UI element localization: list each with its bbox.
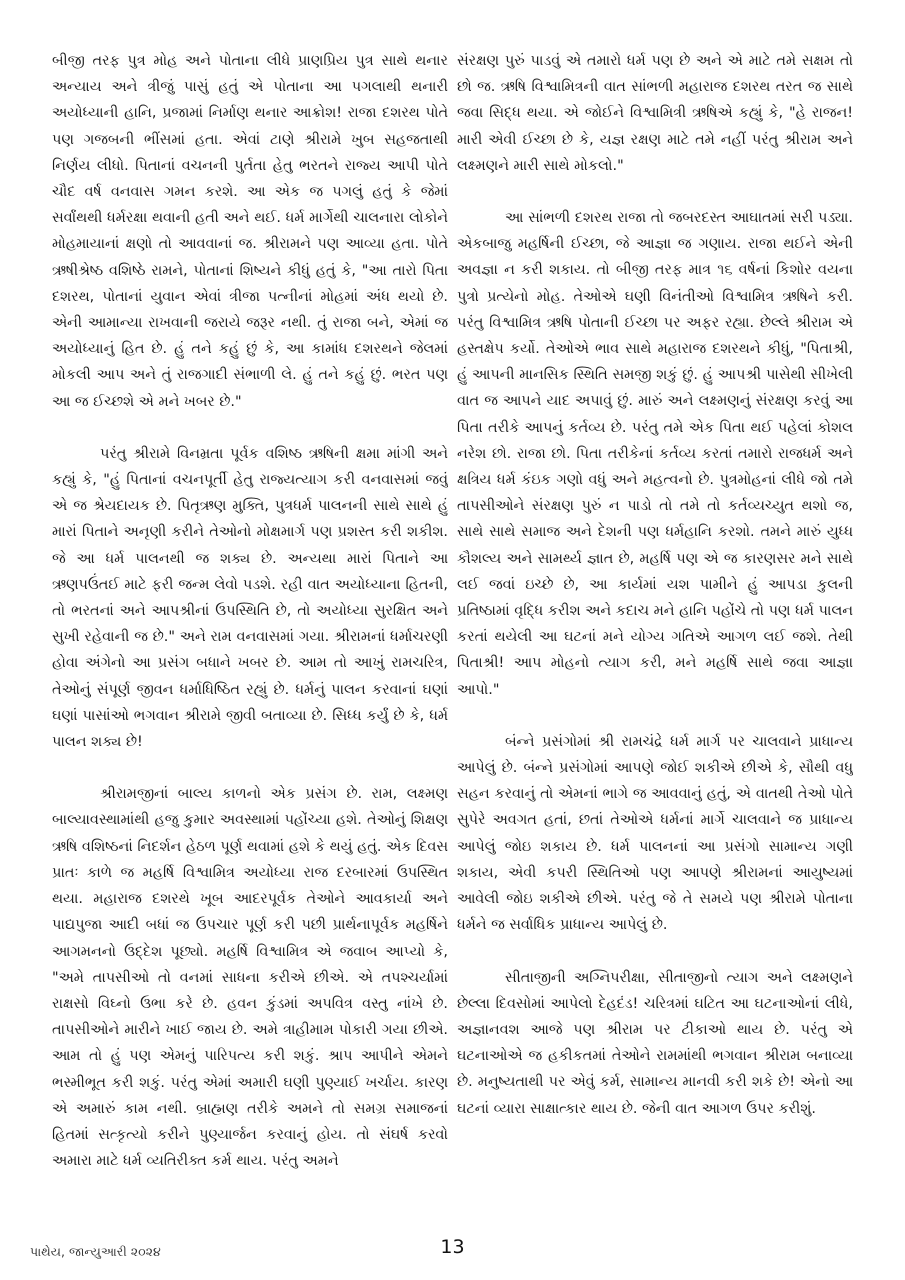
paragraph: સીતાજીની અગ્નિપરીક્ષા, સીતાજીનો ત્યાગ અને લક્ષ્મણને છેલ્લા દિવસોમાં આપેલો દેહદંડ! ચરિત્રમાં ઘટિત આ ઘટનાઓનાં લીધે, અજ્ઞાનવશ આજે પણ શ્રીરામ પર ટીકાઓ થાય છે. પરંતુ એ ઘટનાઓએ જ હકીકતમાં તેઓને રામમાંથી ભગવાન શ્રીરામ બનાવ્યા છે. મનુષ્યતાથી પર એવું કર્મ, સામાન્ય માનવી કરી શકે છે! એનો આ ઘટનાં વ્યારા સાક્ષાત્કાર થાય છે. જેની વાત આગળ ઉપર કરીશું.: [457, 969, 853, 1117]
page-number: 13: [440, 1236, 465, 1258]
paragraph: બંન્ને પ્રસંગોમાં શ્રી રામચંદ્રે ધર્મ માર્ગ પર ચાલવાને પ્રાધાન્ય આપેલું છે. બંન્ને પ્રસંગોમાં આપણે જોઈ શકીએ છીએ કે, સૌથી વધુ સહન કરવાનું તો એમનાં ભાગે જ આવવાનું હતું, એ વાતથી તેઓ પોતે સુપેરે અવગત હતાં, છતાં તેઓએ ધર્મનાં માર્ગે ચાલવાને જ પ્રાધાન્ય આપેલું જોઇ શકાય છે. ધર્મ પાલનનાં આ પ્રસંગો સામાન્ય ગણી શકાય, એવી કપરી સ્થિતિઓ પણ આપણે શ્રીરામનાં આયુષ્યમાં આવેલી જોઇ શકીએ છીએ. પરંતુ જે તે સમયે પણ શ્રીરામે પોતાના ધર્મને જ સર્વાધિક પ્રાધાન્ય આપેલું છે.: [457, 733, 853, 934]
paragraph: આ સાંભળી દશરથ રાજા તો જબરદસ્ત આઘાતમાં સરી પડ્યા. એકબાજુ મહર્ષિની ઈચ્છા, જે આજ્ઞા જ ગણાય. રાજા થઈને એની અવજ્ઞા ન કરી શકાય. તો બીજી તરફ માત્ર ૧૬ વર્ષનાં કિશોર વયના પુત્રો પ્રત્યેનો મોહ. તેઓએ ઘણી વિનંતીઓ વિશ્વામિત્ર ઋષિને કરી. પરંતુ વિશ્વામિત્ર ઋષિ પોતાની ઈચ્છા પર અફર રહ્યા. છેલ્લે શ્રીરામ એ હસ્તક્ષેપ કર્યો. તેઓએ ભાવ સાથે મહારાજ દશરથને કીધું, "પિતાશ્રી, હું આપની માનસિક સ્થિતિ સમજી શકું છું. હું આપશ્રી પાસેથી સીખેલી વાત જ આપને યાદ અપાવું છું. મારું અને લક્ષ્મણનું સંરક્ષણ કરવું આ પિતા તરીકે આપનું કર્તવ્ય છે. પરંતુ તમે એક પિતા થઈ પહેલાં કોશલ નરેશ છો. રાજા છો. પિતા તરીકેનાં કર્તવ્ય કરતાં તમારો રાજધર્મ અને ક્ષત્રિય ધર્મ કંઇક ગણો વધું અને મહત્વનો છે. પુત્રમોહનાં લીધે જો તમે તાપસીઓને સંરક્ષણ પુરું ન પાડો તો તમે તો કર્તવ્યચ્યુત થશો જ, સાથે સાથે સમાજ અને દેશની પણ ધર્મહાનિ કરશો. તમને મારું યુધ્ધ કૌશલ્ય અને સામર્થ્ય જ્ઞાત છે, મહર્ષિ પણ એ જ કારણસર મને સાથે લઈ જવાં ઇચ્છે છે, આ કાર્યમાં યશ પામીને હું આપડા કુલની પ્રતિષ્ઠામાં વૃદ્ધિ કરીશ અને કદાચ મને હાનિ પહોંચે તો પણ ધર્મ પાલન કરતાં થયેલી આ ઘટનાં મને યોગ્ય ગતિએ આગળ લઈ જશે. તેથી પિતાશ્રી! આપ મોહનો ત્યાગ કરી, મને મહર્ષિ સાથે જવા આજ્ઞા આપો.": [457, 210, 853, 698]
paragraph: બીજી તરફ પુત્ર મોહ અને પોતાના લીધે પ્રાણપ્રિય પુત્ર સાથે થનાર અન્યાય અને ત્રીજું પાસું હતું એ પોતાના આ પગલાથી થનારી અયોધ્યાની હાનિ, પ્રજામાં નિર્માણ થનાર આક્રોશ! રાજા દશરથ પોતે પણ ગજબની ભીંસમાં હતા. એવાં ટાણે શ્રીરામે ખુબ સહજતાથી નિર્ણય લીધો. પિતાનાં વચનની પુર્તતા હેતુ ભરતને રાજ્ય આપી પોતે ચૌદ વર્ષ વનવાસ ગમન કરશે. આ એક જ પગલું હતું કે જેમાં સર્વાંથથી ધર્મરક્ષા થવાની હતી અને થઈ. ધર્મ માર્ગેથી ચાલનારા લોકોને મોહમાયાનાં ક્ષણો તો આવવાનાં જ. શ્રીરામને પણ આવ્યા હતા. પોતે ઋષીશ્રેષ્ઠ વશિષ્ઠે રામને, પોતાનાં શિષ્યને કીધું હતું કે, "આ તારો પિતા દશરથ, પોતાનાં યુવાન એવાં ત્રીજા પત્નીનાં મોહમાં અંધ થયો છે. એની આમાન્યા રાખવાની જરાયે જરૂર નથી. તું રાજા બને, એમાં જ અયોધ્યાનું હિત છે. હું તને કહું છું કે, આ કામાંધ દશરથને જેલમાં મોકલી આપ અને તું રાજગાદી સંભાળી લે. હું તને કહું છું. ભરત પણ આ જ ઈચ્છશે એ મને ખબર છે.": [52, 53, 448, 410]
publication-name: પાથેય, જાન્યુઆરી ૨૦૨૪: [30, 1244, 161, 1259]
left-column: [52, 48, 448, 1228]
paragraph: સંરક્ષણ પુરું પાડવું એ તમારો ધર્મ પણ છે અને એ માટે તમે સક્ષમ તો છો જ. ઋષિ વિશ્વામિત્રની વાત સાંભળી મહારાજ દશરથ તરત જ સાથે જવા સિદ્ધ થયા. એ જોઈને વિશ્વામિત્રી ઋષિએ કહ્યું કે, "હે રાજન! મારી એવી ઈચ્છા છે કે, યજ્ઞ રક્ષણ માટે તમે નહીં પરંતુ શ્રીરામ અને લક્ષ્મણને મારી સાથે મોકલો.": [457, 53, 853, 174]
right-column: [457, 48, 853, 1228]
paragraph: શ્રીરામજીનાં બાલ્ય કાળનો એક પ્રસંગ છે. રામ, લક્ષ્મણ બાલ્યાવસ્થામાંથી હજુ કુમાર અવસ્થામાં પહોંચ્યા હશે. તેઓનું શિક્ષણ ઋષિ વશિષ્ઠનાં નિદર્શન હેઠળ પૂર્ણ થવામાં હશે કે થયું હતું. એક દિવસ પ્રાતઃ કાળે જ મહર્ષિ વિશ્વામિત્ર અયોધ્યા રાજ દરબારમાં ઉપસ્થિત થયા. મહારાજ દશરથે ખૂબ આદરપૂર્વક તેઓને આવકાર્યા અને પાદ્યપુજા આદી બધાં જ ઉપચાર પૂર્ણ કરી પછી પ્રાર્થનાપૂર્વક મહર્ષિને આગમનનો ઉદ્દેશ પૂછ્યો. મહર્ષિ વિશ્વામિત્ર એ જવાબ આપ્યો કે, "અમે તાપસીઓ તો વનમાં સાધના કરીએ છીએ. એ તપશ્ચર્યામાં રાક્ષસો વિઘ્નો ઉભા કરે છે. હવન કુંડમાં અપવિત્ર વસ્તુ નાંખે છે. તાપસીઓને મારીને ખાઈ જાય છે. અમે ત્રાહીમામ પોકારી ગયા છીએ. આમ તો હું પણ એમનું પારિપત્ય કરી શકું. શ્રાપ આપીને એમને ભસ્મીભૂત કરી શકું. પરંતુ એમાં અમારી ઘણી પુણ્યાઈ ખર્ચાય. કારણ એ અમારું કામ નથી. બ્રાહ્મણ તરીકે અમને તો સમગ્ર સમાજનાં હિતમાં સત્કૃત્યો કરીને પુણ્યાર્જન કરવાનું હોય. તો સંઘર્ષ કરવો અમારા માટે ધર્મ વ્યતિરીક્ત કર્મ થાય. પરંતુ અમને: [52, 786, 448, 1170]
paragraph: પરંતુ શ્રીરામે વિનમ્રતા પૂર્વક વશિષ્ઠ ઋષિની ક્ષમા માંગી અને કહ્યું કે, "હું પિતાનાં વચનપૂર્તી હેતુ રાજ્યત્યાગ કરી વનવાસમાં જવું એ જ શ્રેયદાયક છે. પિતૃઋણ મુક્તિ, પુત્રધર્મ પાલનની સાથે સાથે હું મારાં પિતાને અનૃણી કરીને તેઓનો મોક્ષમાર્ગ પણ પ્રશસ્ત કરી શકીશ. જે આ ધર્મ પાલનથી જ શક્ય છે. અન્યથા મારાં પિતાને આ ઋણપઉંતઈ માટે ફરી જન્મ લેવો પડશે. રહી વાત અયોધ્યાના હિતની, તો ભરતનાં અને આપશ્રીનાં ઉપસ્થિતિ છે, તો અયોધ્યા સુરક્ષિત અને સુખી રહેવાની જ છે." અને રામ વનવાસમાં ગયા. શ્રીરામનાં ધર્માચરણી હોવા અંગેનો આ પ્રસંગ બધાને ખબર છે. આમ તો આખું રામચરિત્ર, તેઓનું સંપૂર્ણ જીવન ધર્માધિષ્ઠિત રહ્યું છે. ધર્મનું પાલન કરવાનાં ઘણાં ઘણાં પાસાંઓ ભગવાન શ્રીરામે જીવી બતાવ્યા છે. સિધ્ધ કર્યું છે કે, ધર્મ પાલન શક્ય છે!: [52, 445, 448, 751]
page-footer: [30, 1236, 875, 1268]
